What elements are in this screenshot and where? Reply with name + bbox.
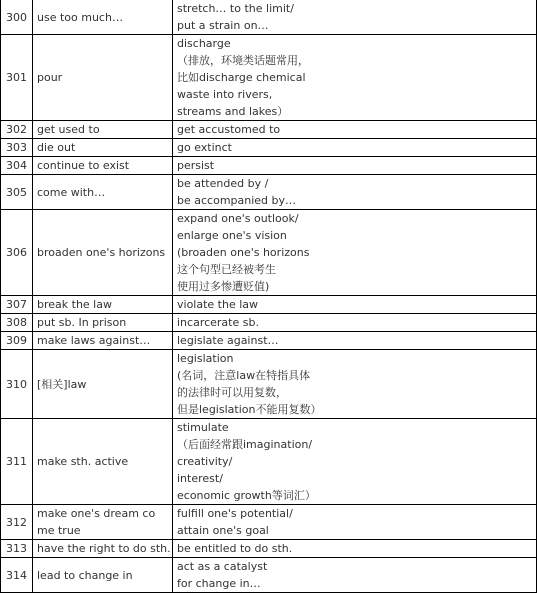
advanced-alternative-line: legislation <box>177 352 234 365</box>
table-row <box>1 419 537 505</box>
row-number: 301 <box>1 35 33 121</box>
common-phrase-cell <box>33 175 173 210</box>
advanced-alternative-line: fulfill one's potential/ <box>177 507 293 520</box>
vocabulary-table-body <box>1 0 537 593</box>
advanced-alternative-line: legislate against… <box>177 334 279 347</box>
advanced-alternative-cell <box>173 296 537 314</box>
common-phrase-cell <box>33 314 173 332</box>
table-row <box>1 210 537 296</box>
advanced-alternative-cell <box>173 157 537 175</box>
common-phrase-line: pour <box>37 71 63 84</box>
table-row <box>1 505 537 540</box>
table-row <box>1 350 537 419</box>
common-phrase-line: make laws against… <box>37 334 151 347</box>
table-row <box>1 139 537 157</box>
advanced-alternative-line: be accompanied by… <box>177 194 297 207</box>
advanced-alternative-line: discharge <box>177 37 231 50</box>
row-number: 308 <box>1 314 33 332</box>
advanced-alternative-cell <box>173 121 537 139</box>
advanced-alternative-cell <box>173 419 537 505</box>
advanced-alternative-cell <box>173 139 537 157</box>
row-number: 305 <box>1 175 33 210</box>
advanced-alternative-cell <box>173 175 537 210</box>
common-phrase-cell <box>33 558 173 593</box>
common-phrase-line: use too much… <box>37 10 123 24</box>
row-number: 309 <box>1 332 33 350</box>
common-phrase-cell <box>33 419 173 505</box>
common-phrase-cell <box>33 296 173 314</box>
common-phrase-line: break the law <box>37 298 112 311</box>
advanced-alternative-line: attain one's goal <box>177 524 269 537</box>
advanced-alternative-cell <box>173 558 537 593</box>
table-row <box>1 314 537 332</box>
table-row <box>1 540 537 558</box>
advanced-alternative-cell <box>173 350 537 419</box>
table-row <box>1 0 537 35</box>
advanced-alternative-cell <box>173 332 537 350</box>
advanced-alternative-cell <box>173 505 537 540</box>
common-phrase-line: [相关]law <box>37 377 87 391</box>
row-number: 312 <box>1 505 33 540</box>
advanced-alternative-line: enlarge one's vision <box>177 229 287 242</box>
common-phrase-cell <box>33 35 173 121</box>
advanced-alternative-line: violate the law <box>177 298 259 311</box>
advanced-alternative-line: for change in… <box>177 577 261 590</box>
table-row <box>1 332 537 350</box>
row-number: 310 <box>1 350 33 419</box>
common-phrase-line: make one's dream co <box>37 507 156 520</box>
row-number: 306 <box>1 210 33 296</box>
advanced-alternative-line: 但是legislation不能用复数） <box>177 403 322 416</box>
common-phrase-line: lead to change in <box>37 568 133 582</box>
advanced-alternative-line: be entitled to do sth. <box>177 542 293 555</box>
advanced-alternative-cell <box>173 314 537 332</box>
advanced-alternative-line: go extinct <box>177 141 232 154</box>
row-number: 303 <box>1 139 33 157</box>
table-row <box>1 35 537 121</box>
advanced-alternative-cell <box>173 210 537 296</box>
common-phrase-cell <box>33 210 173 296</box>
advanced-alternative-line: interest/ <box>177 472 223 485</box>
advanced-alternative-line: expand one's outlook/ <box>177 212 299 225</box>
common-phrase-line: broaden one's horizons <box>37 246 166 259</box>
row-number: 307 <box>1 296 33 314</box>
advanced-alternative-line: 比如discharge chemical <box>177 71 306 84</box>
common-phrase-line: continue to exist <box>37 159 130 172</box>
advanced-alternative-line: 的法律时可以用复数， <box>177 386 287 399</box>
row-number: 311 <box>1 419 33 505</box>
common-phrase-line: come with… <box>37 185 106 199</box>
common-phrase-cell <box>33 139 173 157</box>
common-phrase-line: get used to <box>37 123 100 136</box>
row-number: 304 <box>1 157 33 175</box>
advanced-alternative-line: creativity/ <box>177 455 233 468</box>
advanced-alternative-line: persist <box>177 159 215 172</box>
common-phrase-cell <box>33 332 173 350</box>
advanced-alternative-line: incarcerate sb. <box>177 316 259 329</box>
common-phrase-line: make sth. active <box>37 455 129 468</box>
table-row <box>1 157 537 175</box>
advanced-alternative-line: waste into rivers, <box>177 88 273 101</box>
common-phrase-line: put sb. In prison <box>37 316 127 329</box>
table-row <box>1 175 537 210</box>
advanced-alternative-cell <box>173 0 537 35</box>
advanced-alternative-line: be attended by / <box>177 177 269 190</box>
common-phrase-cell <box>33 121 173 139</box>
common-phrase-cell <box>33 0 173 35</box>
advanced-alternative-line: put a strain on… <box>177 19 269 32</box>
common-phrase-cell <box>33 157 173 175</box>
advanced-alternative-cell <box>173 540 537 558</box>
common-phrase-line: me true <box>37 524 81 537</box>
advanced-alternative-line: （后面经常跟imagination/ <box>177 438 313 451</box>
advanced-alternative-line: 这个句型已经被考生 <box>177 263 276 276</box>
row-number: 300 <box>1 0 33 35</box>
row-number: 302 <box>1 121 33 139</box>
advanced-alternative-line: stimulate <box>177 421 229 434</box>
common-phrase-line: die out <box>37 141 76 154</box>
advanced-alternative-line: (broaden one's horizons <box>177 246 310 259</box>
common-phrase-cell <box>33 350 173 419</box>
table-row <box>1 296 537 314</box>
table-row <box>1 121 537 139</box>
common-phrase-cell <box>33 540 173 558</box>
advanced-alternative-line: (名词，注意law在特指具体 <box>177 369 311 382</box>
advanced-alternative-line: stretch… to the limit/ <box>177 2 294 15</box>
advanced-alternative-line: get accustomed to <box>177 123 281 136</box>
advanced-alternative-line: act as a catalyst <box>177 560 268 573</box>
table-row <box>1 558 537 593</box>
row-number: 313 <box>1 540 33 558</box>
advanced-alternative-line: 使用过多惨遭贬值) <box>177 280 270 293</box>
row-number: 314 <box>1 558 33 593</box>
advanced-alternative-line: economic growth等词汇） <box>177 489 316 502</box>
common-phrase-line: have the right to do sth. <box>37 542 171 555</box>
advanced-alternative-cell <box>173 35 537 121</box>
advanced-alternative-line: （排放，环境类话题常用， <box>177 54 309 67</box>
common-phrase-cell <box>33 505 173 540</box>
advanced-alternative-line: streams and lakes） <box>177 105 289 118</box>
